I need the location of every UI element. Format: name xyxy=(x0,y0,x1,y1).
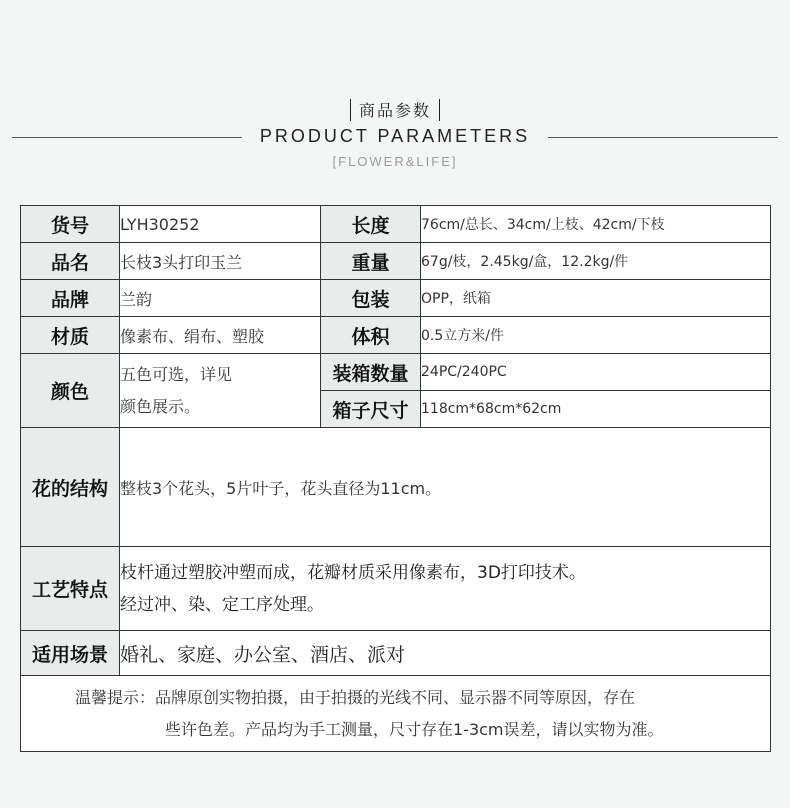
value-material: 像素布、绢布、塑胶 xyxy=(120,317,321,354)
title-divider-left xyxy=(350,99,351,121)
page-header xyxy=(0,0,790,200)
table-row xyxy=(21,676,771,752)
title-cn xyxy=(0,98,790,121)
value-volume: 0.5立方米/件 xyxy=(421,317,771,354)
value-craft-line2: 经过冲、染、定工序处理。 xyxy=(120,594,324,615)
label-length: 长度 xyxy=(321,206,421,243)
label-name: 品名 xyxy=(21,243,120,280)
label-item-no: 货号 xyxy=(21,206,120,243)
header-rule-right xyxy=(548,137,778,138)
value-name: 长枝3头打印玉兰 xyxy=(120,243,321,280)
label-packing: 包装 xyxy=(321,280,421,317)
notice-line2: 些许色差。产品均为手工测量，尺寸存在1-3cm误差，请以实物为准。 xyxy=(165,719,664,739)
table-row xyxy=(21,317,771,354)
label-volume: 体积 xyxy=(321,317,421,354)
table-row xyxy=(21,428,771,547)
value-brand: 兰韵 xyxy=(120,280,321,317)
table-row xyxy=(21,206,771,243)
label-color: 颜色 xyxy=(21,354,120,428)
notice xyxy=(21,676,771,752)
label-usage: 适用场景 xyxy=(21,631,120,676)
value-box-qty: 24PC/240PC xyxy=(421,354,771,391)
parameter-table xyxy=(20,205,771,752)
label-box-qty: 装箱数量 xyxy=(321,354,421,391)
value-item-no: LYH30252 xyxy=(120,206,321,243)
value-weight: 67g/枝，2.45kg/盒，12.2kg/件 xyxy=(421,243,771,280)
value-craft xyxy=(120,547,771,631)
label-weight: 重量 xyxy=(321,243,421,280)
table-row xyxy=(21,354,771,391)
label-box-size: 箱子尺寸 xyxy=(321,391,421,428)
subtitle: [FLOWER&LIFE] xyxy=(332,154,458,169)
value-length: 76cm/总长、34cm/上枝、42cm/下枝 xyxy=(421,206,771,243)
value-packing: OPP，纸箱 xyxy=(421,280,771,317)
table-row xyxy=(21,547,771,631)
title-en: PRODUCT PARAMETERS xyxy=(259,126,531,146)
title-divider-right xyxy=(439,99,440,121)
value-color-line1: 五色可选，详见 xyxy=(120,364,233,384)
title-cn-text: 商品参数 xyxy=(358,101,431,120)
value-usage: 婚礼、家庭、办公室、酒店、派对 xyxy=(120,631,771,676)
notice-line1: 温馨提示：品牌原创实物拍摄，由于拍摄的光线不同、显示器不同等原因，存在 xyxy=(75,687,636,707)
table-row xyxy=(21,280,771,317)
value-color-line2: 颜色展示。 xyxy=(120,396,201,416)
value-craft-line1: 枝杆通过塑胶冲塑而成，花瓣材质采用像素布，3D打印技术。 xyxy=(120,562,586,583)
label-structure: 花的结构 xyxy=(21,428,120,547)
label-brand: 品牌 xyxy=(21,280,120,317)
value-structure: 整枝3个花头，5片叶子，花头直径为11cm。 xyxy=(120,428,771,547)
label-craft: 工艺特点 xyxy=(21,547,120,631)
table-row xyxy=(21,631,771,676)
table-row xyxy=(21,243,771,280)
value-box-size: 118cm*68cm*62cm xyxy=(421,391,771,428)
value-color xyxy=(120,354,321,428)
label-material: 材质 xyxy=(21,317,120,354)
